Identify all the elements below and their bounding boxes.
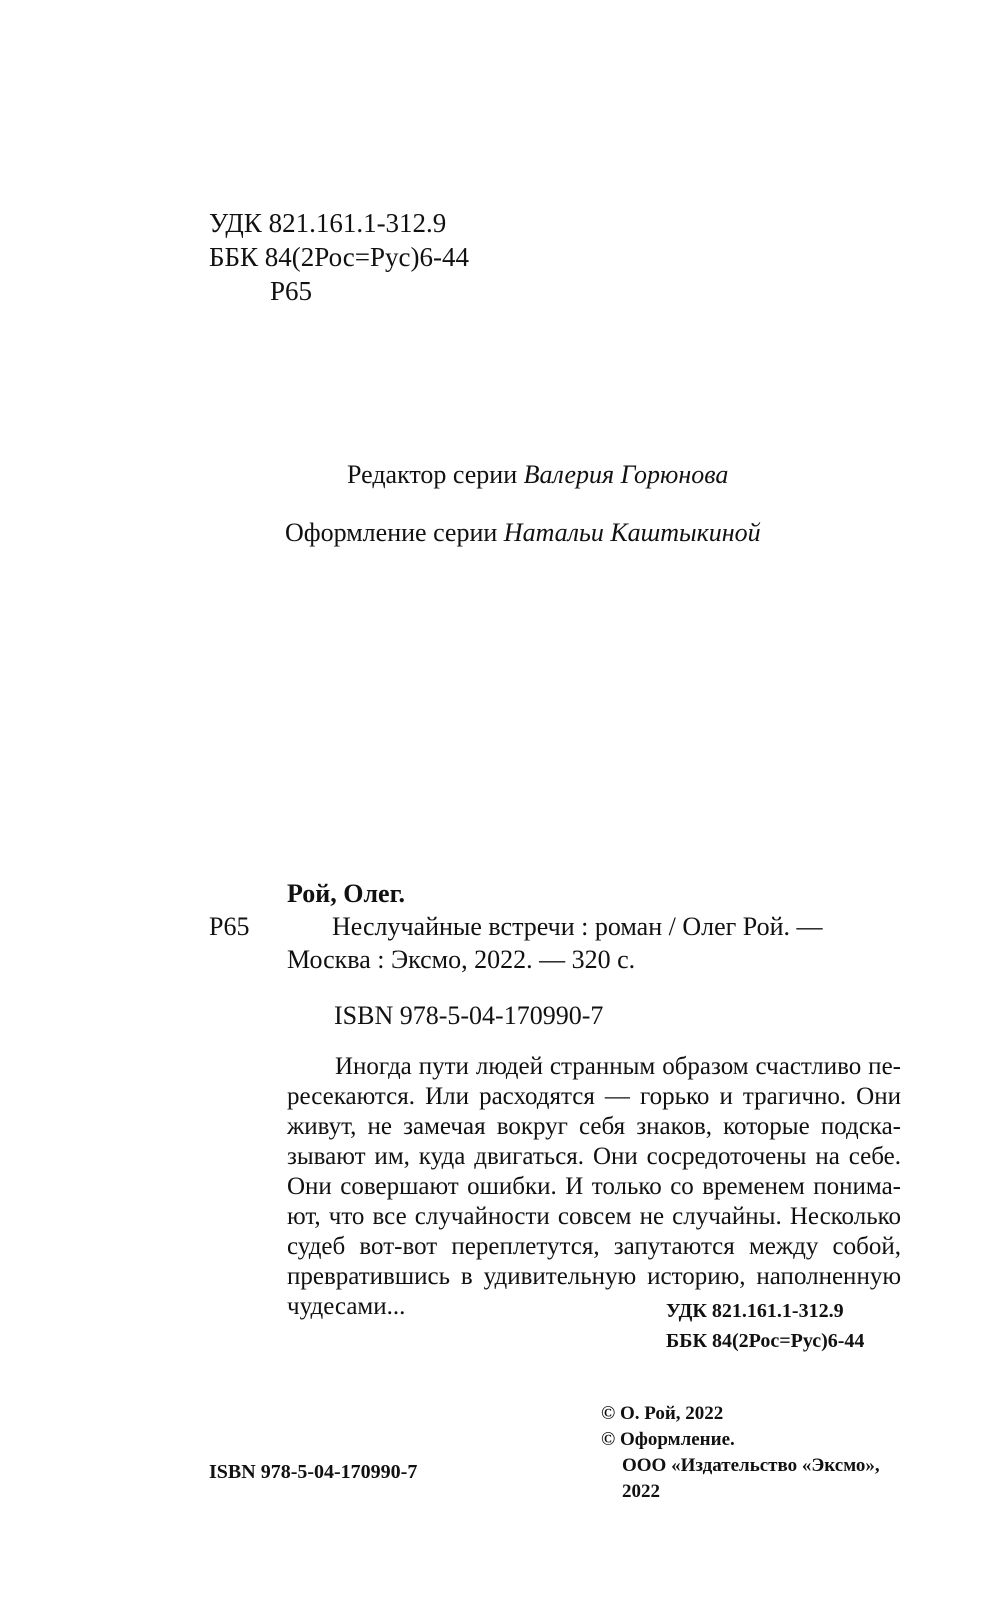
bib-author-heading: Рой, Олег. [287,879,405,908]
publisher-name: ООО «Издательство «Эксмо», [622,1455,880,1476]
bbk-code: ББК 84(2Рос=Рус)6-44 [209,242,469,272]
footer-isbn: ISBN 978-5-04-170990-7 [209,1461,418,1483]
publisher-year: 2022 [622,1481,660,1502]
bib-author-mark: Р65 [209,912,250,941]
bib-imprint-line: Москва : Эксмо, 2022. — 320 с. [287,945,636,974]
series-editor-label: Редактор серии [347,460,518,489]
series-editor-line [347,460,728,490]
copyright-design: © Оформление. [601,1429,735,1450]
bib-bbk: ББК 84(2Рос=Рус)6-44 [666,1330,865,1352]
bib-annotation: Иногда пути людей странным образом счастливо пересекаются. Или расходятся — горько и трагично. Они живут, не замечая вокруг себя знаков, которые подсказывают им, куда двигаться. Они сосредоточены на себе. Они совершают ошибки. И только со временем понимают, что все случайности совсем не случайны. Несколько судеб вот-вот переплетутся, запутаются между собой, превратившись в удивительную историю, наполненную чудесами... [287,1053,901,1320]
udk-code: УДК 821.161.1-312.9 [209,208,447,238]
author-mark: Р65 [270,276,313,306]
copyright-author: © О. Рой, 2022 [601,1403,724,1424]
bib-isbn: ISBN 978-5-04-170990-7 [334,1001,604,1030]
bib-udk: УДК 821.161.1-312.9 [666,1300,844,1322]
series-editor-name: Валерия Горюнова [523,460,729,489]
series-design-name: Натальи Каштыкиной [503,518,761,547]
bib-title-line: Неслучайные встречи : роман / Олег Рой. — [332,912,823,941]
series-design-line [285,518,761,548]
series-design-label: Оформление серии [285,518,498,547]
